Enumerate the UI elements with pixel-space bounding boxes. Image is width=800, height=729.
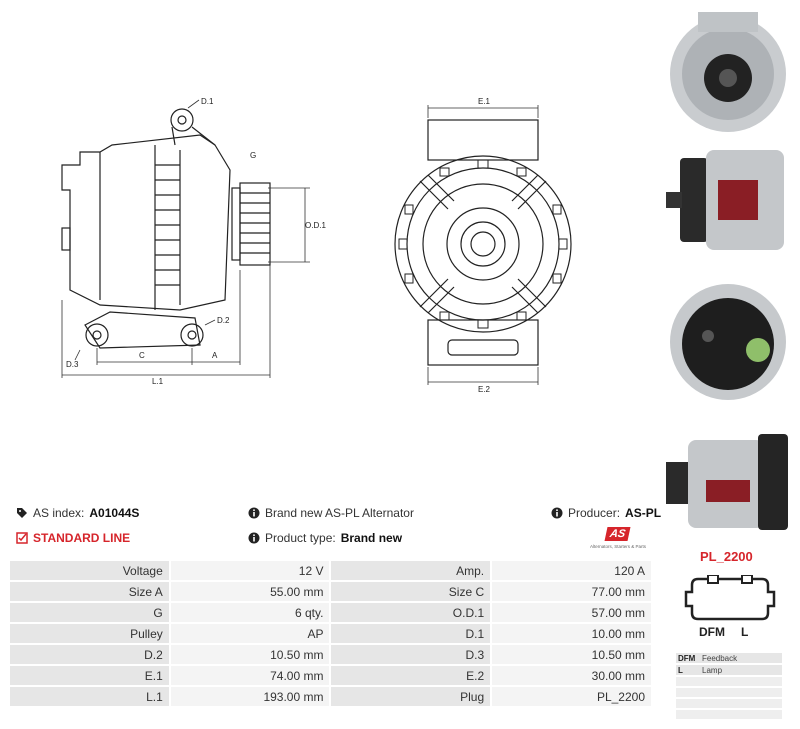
dim-label-a: A [212, 351, 218, 360]
spec-label: Size A [10, 582, 169, 601]
spec-label: Size C [331, 582, 490, 601]
alternator-front-photo[interactable] [662, 6, 794, 136]
legend-value: Lamp [702, 665, 723, 675]
spec-label: E.1 [10, 666, 169, 685]
logo-tagline: Alternators, Starters & Parts [589, 544, 647, 549]
plug-legend [676, 653, 782, 721]
as-pl-logo [584, 524, 652, 549]
alternator-pulley-side-photo[interactable] [662, 420, 794, 540]
dim-label-g: G [250, 151, 257, 160]
legend-row-empty [676, 699, 782, 708]
spec-value: 77.00 mm [492, 582, 651, 601]
spec-label: D.3 [331, 645, 490, 664]
spec-value: 120 A [492, 561, 651, 580]
spec-table [8, 559, 653, 708]
dim-label-d3: D.3 [66, 360, 79, 369]
spec-value: 193.00 mm [171, 687, 330, 706]
alternator-rear-photo[interactable] [662, 270, 794, 410]
spec-label: Voltage [10, 561, 169, 580]
spec-label: Amp. [331, 561, 490, 580]
standard-line-badge [16, 531, 130, 545]
producer-label: Producer: [568, 506, 621, 520]
dim-label-l1: L.1 [152, 377, 164, 386]
spec-value: 57.00 mm [492, 603, 651, 622]
legend-key: DFM [678, 653, 696, 663]
spec-label: O.D.1 [331, 603, 490, 622]
spec-value: 30.00 mm [492, 666, 651, 685]
spec-label: G [10, 603, 169, 622]
spec-value: 10.50 mm [492, 645, 651, 664]
spec-row [10, 666, 651, 685]
info-icon [551, 507, 563, 519]
as-index-line [16, 506, 139, 520]
brand-new-text: Brand new AS-PL Alternator [265, 506, 414, 520]
spec-value: AP [171, 624, 330, 643]
spec-label: D.1 [331, 624, 490, 643]
spec-label: E.2 [331, 666, 490, 685]
legend-row-empty [676, 677, 782, 686]
spec-value: 6 qty. [171, 603, 330, 622]
product-type-line [248, 531, 402, 545]
as-index-value: A01044S [89, 506, 140, 520]
dim-label-od1: O.D.1 [305, 221, 326, 230]
plug-connector-icon [684, 575, 776, 625]
plug-pin-dfm: DFM [699, 625, 725, 639]
dim-label-c: C [139, 351, 145, 360]
spec-value: 12 V [171, 561, 330, 580]
logo-mark: AS [605, 527, 631, 541]
standard-line-label: STANDARD LINE [33, 531, 131, 545]
technical-drawing [0, 0, 660, 400]
spec-value: 10.50 mm [171, 645, 330, 664]
spec-value: 74.00 mm [171, 666, 330, 685]
dim-label-d2: D.2 [217, 316, 230, 325]
tag-icon [16, 507, 28, 519]
spec-row [10, 561, 651, 580]
legend-key: L [678, 665, 683, 675]
checkbox-checked-icon [16, 532, 28, 544]
info-icon [248, 507, 260, 519]
spec-value: 10.00 mm [492, 624, 651, 643]
product-type-label: Product type: [265, 531, 336, 545]
dim-label-e2: E.2 [478, 385, 491, 394]
legend-row-empty [676, 710, 782, 719]
producer-value: AS-PL [625, 506, 662, 520]
spec-row [10, 687, 651, 706]
spec-label: D.2 [10, 645, 169, 664]
spec-row [10, 624, 651, 643]
dim-label-e1: E.1 [478, 97, 491, 106]
legend-row-l [676, 665, 782, 675]
spec-row [10, 645, 651, 664]
legend-row-empty [676, 688, 782, 697]
brand-new-line [248, 506, 414, 520]
plug-title: PL_2200 [700, 549, 753, 564]
as-index-label: AS index: [33, 506, 85, 520]
spec-value: PL_2200 [492, 687, 651, 706]
producer-line [551, 506, 661, 520]
spec-row [10, 582, 651, 601]
spec-label: Plug [331, 687, 490, 706]
spec-label: L.1 [10, 687, 169, 706]
product-type-value: Brand new [340, 531, 403, 545]
legend-row-dfm [676, 653, 782, 663]
alternator-side-photo[interactable] [662, 140, 794, 260]
dim-label-d1: D.1 [201, 97, 214, 106]
plug-pin-l: L [741, 625, 749, 639]
info-icon [248, 532, 260, 544]
legend-value: Feedback [702, 653, 738, 663]
spec-value: 55.00 mm [171, 582, 330, 601]
spec-label: Pulley [10, 624, 169, 643]
spec-row [10, 603, 651, 622]
